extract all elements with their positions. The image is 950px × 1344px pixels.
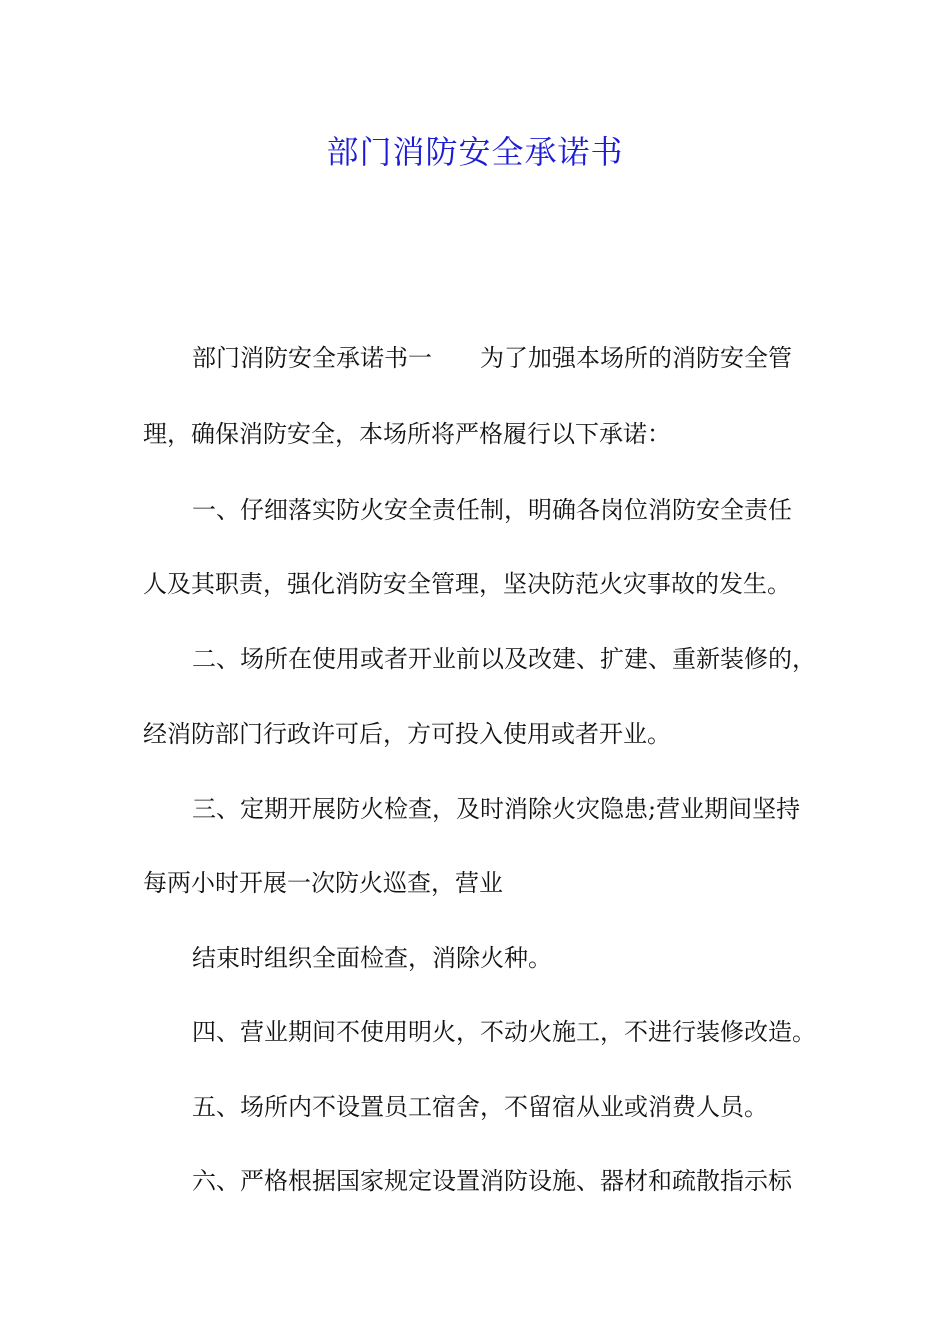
paragraph-line: 理，确保消防安全，本场所将严格履行以下承诺： (143, 420, 671, 448)
paragraph-line: 人及其职责，强化消防安全管理，坚决防范火灾事故的发生。 (143, 570, 791, 598)
paragraph-line: 经消防部门行政许可后，方可投入使用或者开业。 (143, 720, 671, 748)
paragraph-line: 五、场所内不设置员工宿舍，不留宿从业或消费人员。 (192, 1093, 768, 1121)
paragraph-line: 每两小时开展一次防火巡查，营业 (143, 869, 503, 897)
paragraph-line: 三、定期开展防火检查，及时消除火灾隐患;营业期间坚持 (192, 795, 801, 823)
paragraph-line: 二、场所在使用或者开业前以及改建、扩建、重新装修的， (192, 645, 816, 673)
paragraph-line: 六、严格根据国家规定设置消防设施、器材和疏散指示标 (192, 1167, 792, 1195)
paragraph-line: 结束时组织全面检查，消除火种。 (192, 944, 552, 972)
document-title: 部门消防安全承诺书 (326, 133, 624, 171)
paragraph-line: 四、营业期间不使用明火，不动火施工，不进行装修改造。 (192, 1018, 816, 1046)
paragraph-line: 部门消防安全承诺书一 为了加强本场所的消防安全管 (192, 344, 792, 372)
paragraph-line: 一、仔细落实防火安全责任制，明确各岗位消防安全责任 (192, 496, 792, 524)
